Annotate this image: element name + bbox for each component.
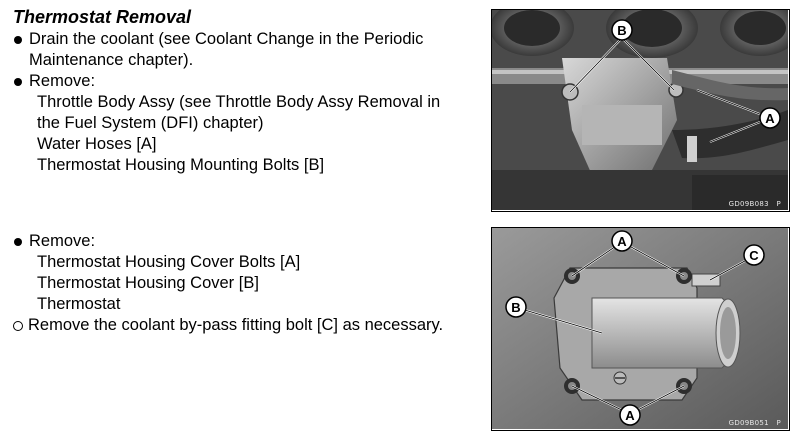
note-bypass-bolt [13,315,483,336]
housing-cover-photo-illustration [492,228,788,429]
section2-text [13,231,483,336]
section-title: Thermostat Removal [13,7,192,27]
bullet-dot-icon [14,78,22,86]
bullet-line: Remove: [29,72,96,90]
sub-item-water-hoses: Water Hoses [A] [37,135,157,153]
figure-code-text: GD09B051 [728,419,769,427]
figure-thermostat-housing-installed [491,9,790,212]
callout-b-marker [506,297,526,317]
figure-code [729,200,781,208]
bullet-line: Remove: [29,232,96,250]
bullet-line: Maintenance chapter). [29,51,194,69]
figure-code-text: GD09B083 [728,200,769,208]
callout-c-marker [744,245,764,265]
callout-a-marker [760,108,780,128]
sub-item-cover-bolts: Thermostat Housing Cover Bolts [A] [37,253,301,271]
callout-label: A [625,408,635,423]
callout-a-bottom-marker [620,405,640,425]
bullet-line: Drain the coolant (see Coolant Change in the Periodic [29,30,424,48]
callout-label: C [749,248,759,263]
sub-item-thermostat: Thermostat [37,295,121,313]
sub-item-throttle-body: Throttle Body Assy (see Throttle Body Assy Removal in [37,93,441,111]
callout-label: B [511,300,521,315]
bullet-dot-icon [14,36,22,44]
figure-code [729,419,781,427]
callout-b-marker [612,20,632,40]
sub-item-housing-cover: Thermostat Housing Cover [B] [37,274,259,292]
callout-label: A [617,234,627,249]
note-line: Remove the coolant by-pass fitting bolt [C] as necessary. [28,316,444,334]
sub-item-fuel-system: the Fuel System (DFI) chapter) [37,114,264,132]
sub-item-mounting-bolts: Thermostat Housing Mounting Bolts [B] [37,156,325,174]
section1-text [13,29,483,176]
circle-bullet-icon [13,321,23,331]
callout-label: B [617,23,627,38]
figure-page-mark: P [776,200,781,208]
bullet-dot-icon [14,238,22,246]
bullet-remove-2 [13,231,483,252]
figure-thermostat-housing-cover [491,227,790,431]
callout-a-top-marker [612,231,632,251]
engine-photo-illustration [492,10,788,210]
callout-label: A [765,111,775,126]
figure-page-mark: P [776,419,781,427]
bullet-remove [13,71,483,92]
bullet-drain-coolant [13,29,483,71]
